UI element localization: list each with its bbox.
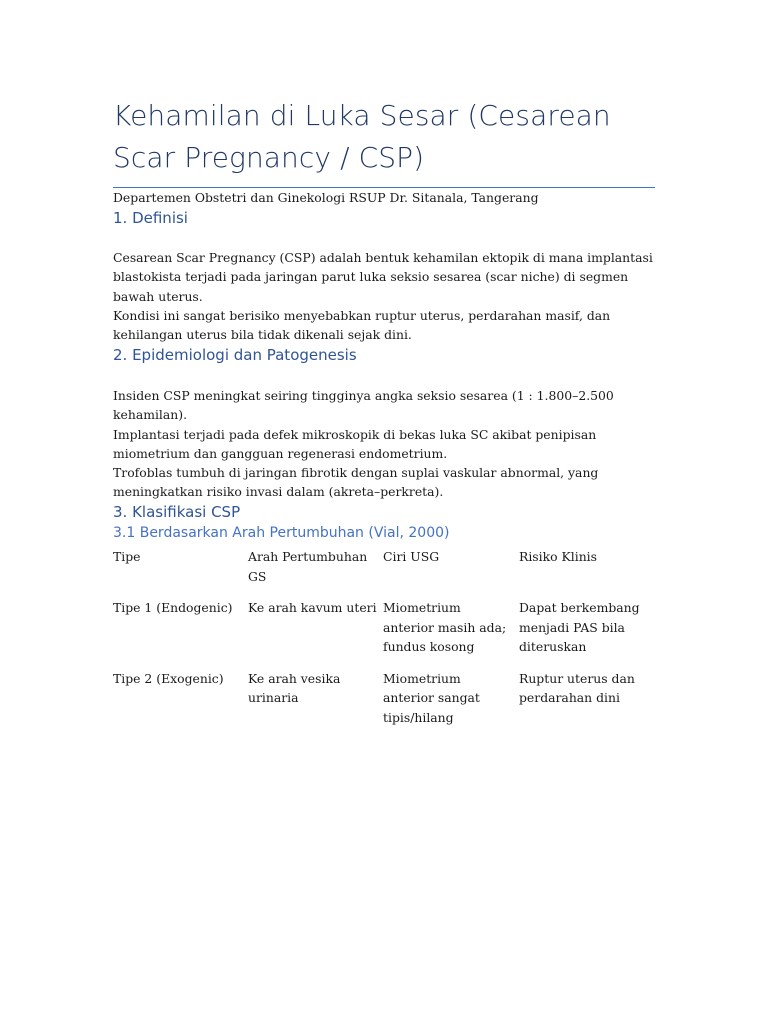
table-cell: Ke arah kavum uteri xyxy=(248,600,377,616)
document-title: Kehamilan di Luka Sesar (Cesarean Scar Pregnancy / CSP) xyxy=(113,99,611,174)
document-subtitle: Departemen Obstetri dan Ginekologi RSUP Dr. Sitanala, Tangerang xyxy=(113,190,539,205)
table-cell: Ruptur uterus dan perdarahan dini xyxy=(519,670,635,706)
section-heading-definisi: 1. Definisi xyxy=(113,209,188,228)
document-page xyxy=(113,0,655,739)
table-cell: Dapat berkembang menjadi PAS bila diteruskan xyxy=(519,600,640,655)
table-cell: Ke arah vesika urinaria xyxy=(248,670,341,706)
table-header-cell: Arah Pertumbuhan GS xyxy=(248,549,368,584)
paragraph: Cesarean Scar Pregnancy (CSP) adalah bentuk kehamilan ektopik di mana implantasi blastokista terjadi pada jaringan parut luka seksio sesarea (scar niche) di segmen bawah uterus. xyxy=(113,250,653,304)
section-heading-epidemiologi: 2. Epidemiologi dan Patogenesis xyxy=(113,346,357,365)
paragraph: Insiden CSP meningkat seiring tingginya angka seksio sesarea (1 : 1.800–2.500 kehamilan). xyxy=(113,388,614,423)
paragraph: Kondisi ini sangat berisiko menyebabkan ruptur uterus, perdarahan masif, dan kehilangan uterus bila tidak dikenali sejak dini. xyxy=(113,307,611,343)
classification-table xyxy=(113,547,655,739)
table-cell: Miometrium anterior sangat tipis/hilang xyxy=(383,670,480,725)
section-body-definisi xyxy=(113,248,655,344)
table-cell: Tipe 2 (Exogenic) xyxy=(113,670,224,686)
table-cell: Miometrium anterior masih ada; fundus kosong xyxy=(383,600,507,655)
paragraph: Implantasi terjadi pada defek mikroskopik di bekas luka SC akibat penipisan miometrium dan gangguan regenerasi endometrium. xyxy=(113,426,597,461)
table-header-row xyxy=(113,547,655,598)
table-row xyxy=(113,598,655,669)
table-cell: Tipe 1 (Endogenic) xyxy=(113,600,233,616)
table-header-cell: Tipe xyxy=(113,549,141,565)
section-heading-klasifikasi: 3. Klasifikasi CSP xyxy=(113,503,241,522)
table-header-cell: Risiko Klinis xyxy=(519,549,598,565)
table-header-cell: Ciri USG xyxy=(383,549,440,565)
paragraph: Trofoblas tumbuh di jaringan fibrotik dengan suplai vaskular abnormal, yang meningkatkan risiko invasi dalam (akreta–perkreta). xyxy=(113,465,599,500)
section-body-epidemiologi xyxy=(113,386,655,501)
table-row xyxy=(113,669,655,740)
subsection-heading-arah-pertumbuhan: 3.1 Berdasarkan Arah Pertumbuhan (Vial, 2000) xyxy=(113,525,450,542)
